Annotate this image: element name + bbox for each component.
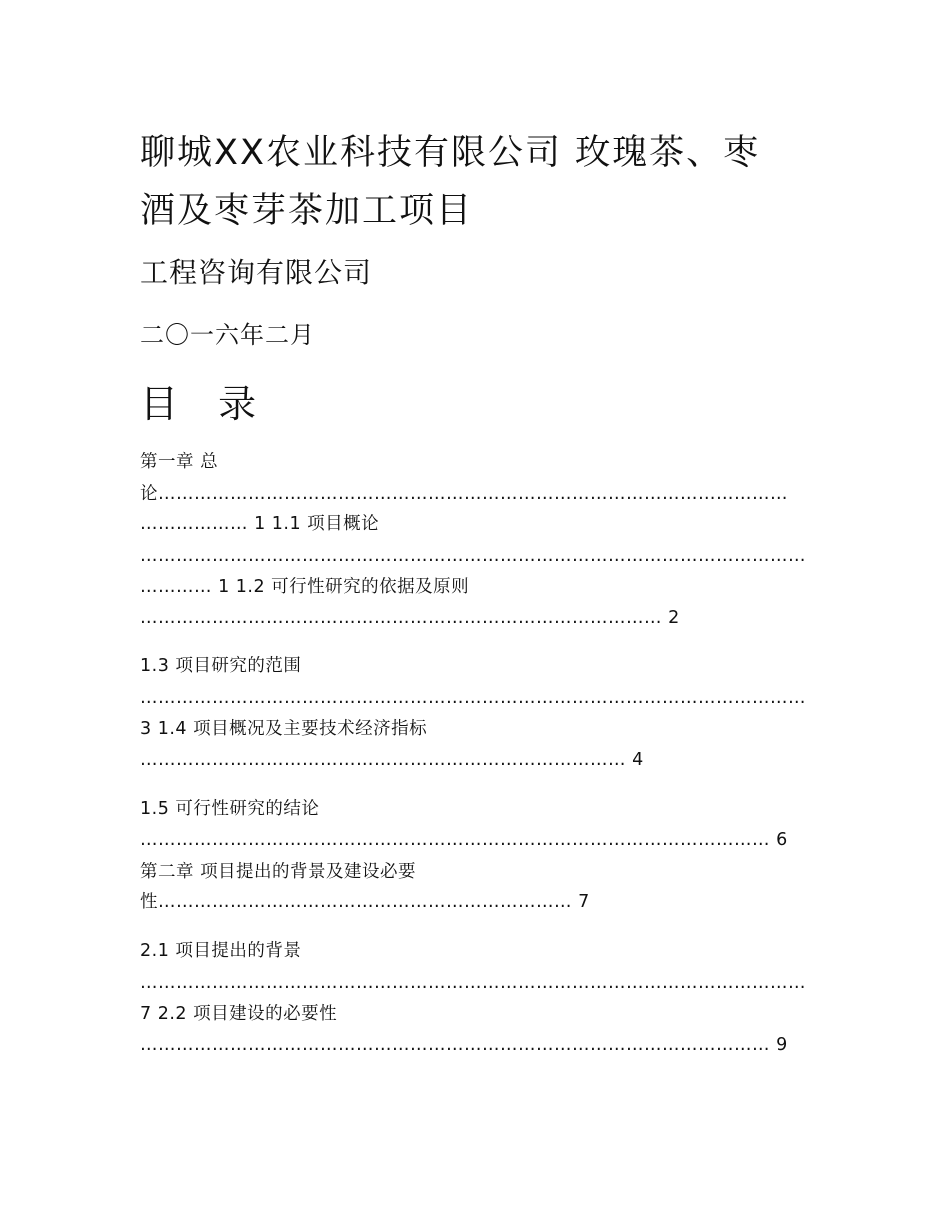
- toc-line: ……………………………………………………………………… 4: [140, 750, 644, 770]
- toc-line: 论……………………………………………………………………………………………: [140, 484, 788, 504]
- toc-line: …………………………………………………………………………………………………: [140, 546, 806, 566]
- toc-line: …………………………………………………………………………… 2: [140, 608, 680, 628]
- title-line-2: 酒及枣芽茶加工项目: [140, 191, 474, 231]
- toc-line: 3 1.4 项目概况及主要技术经济指标: [140, 719, 428, 739]
- toc-line: 2.1 项目提出的背景: [140, 941, 302, 961]
- toc-line: …………………………………………………………………………………………………: [140, 688, 806, 708]
- toc-line: 1.3 项目研究的范围: [140, 656, 302, 676]
- toc-line: …………………………………………………………………………………………… 9: [140, 1035, 788, 1055]
- toc-line: 性…………………………………………………………… 7: [140, 892, 590, 912]
- toc-line: 1.5 可行性研究的结论: [140, 799, 320, 819]
- toc-line: ……………… 1 1.1 项目概论: [140, 514, 380, 534]
- title-line-1: 聊城XX农业科技有限公司 玫瑰茶、枣: [140, 133, 761, 173]
- toc-heading: 目 录: [140, 382, 271, 426]
- toc-line: 第一章 总: [140, 452, 219, 472]
- toc-line: …………………………………………………………………………………………… 6: [140, 830, 788, 850]
- toc-line: 第二章 项目提出的背景及建设必要: [140, 862, 417, 882]
- company-name: 工程咨询有限公司: [140, 256, 373, 289]
- document-title: [140, 124, 820, 240]
- toc-line: ………… 1 1.2 可行性研究的依据及原则: [140, 577, 470, 597]
- document-date: 二〇一六年二月: [140, 321, 315, 349]
- toc-line: …………………………………………………………………………………………………: [140, 973, 806, 993]
- toc-line: 7 2.2 项目建设的必要性: [140, 1004, 338, 1024]
